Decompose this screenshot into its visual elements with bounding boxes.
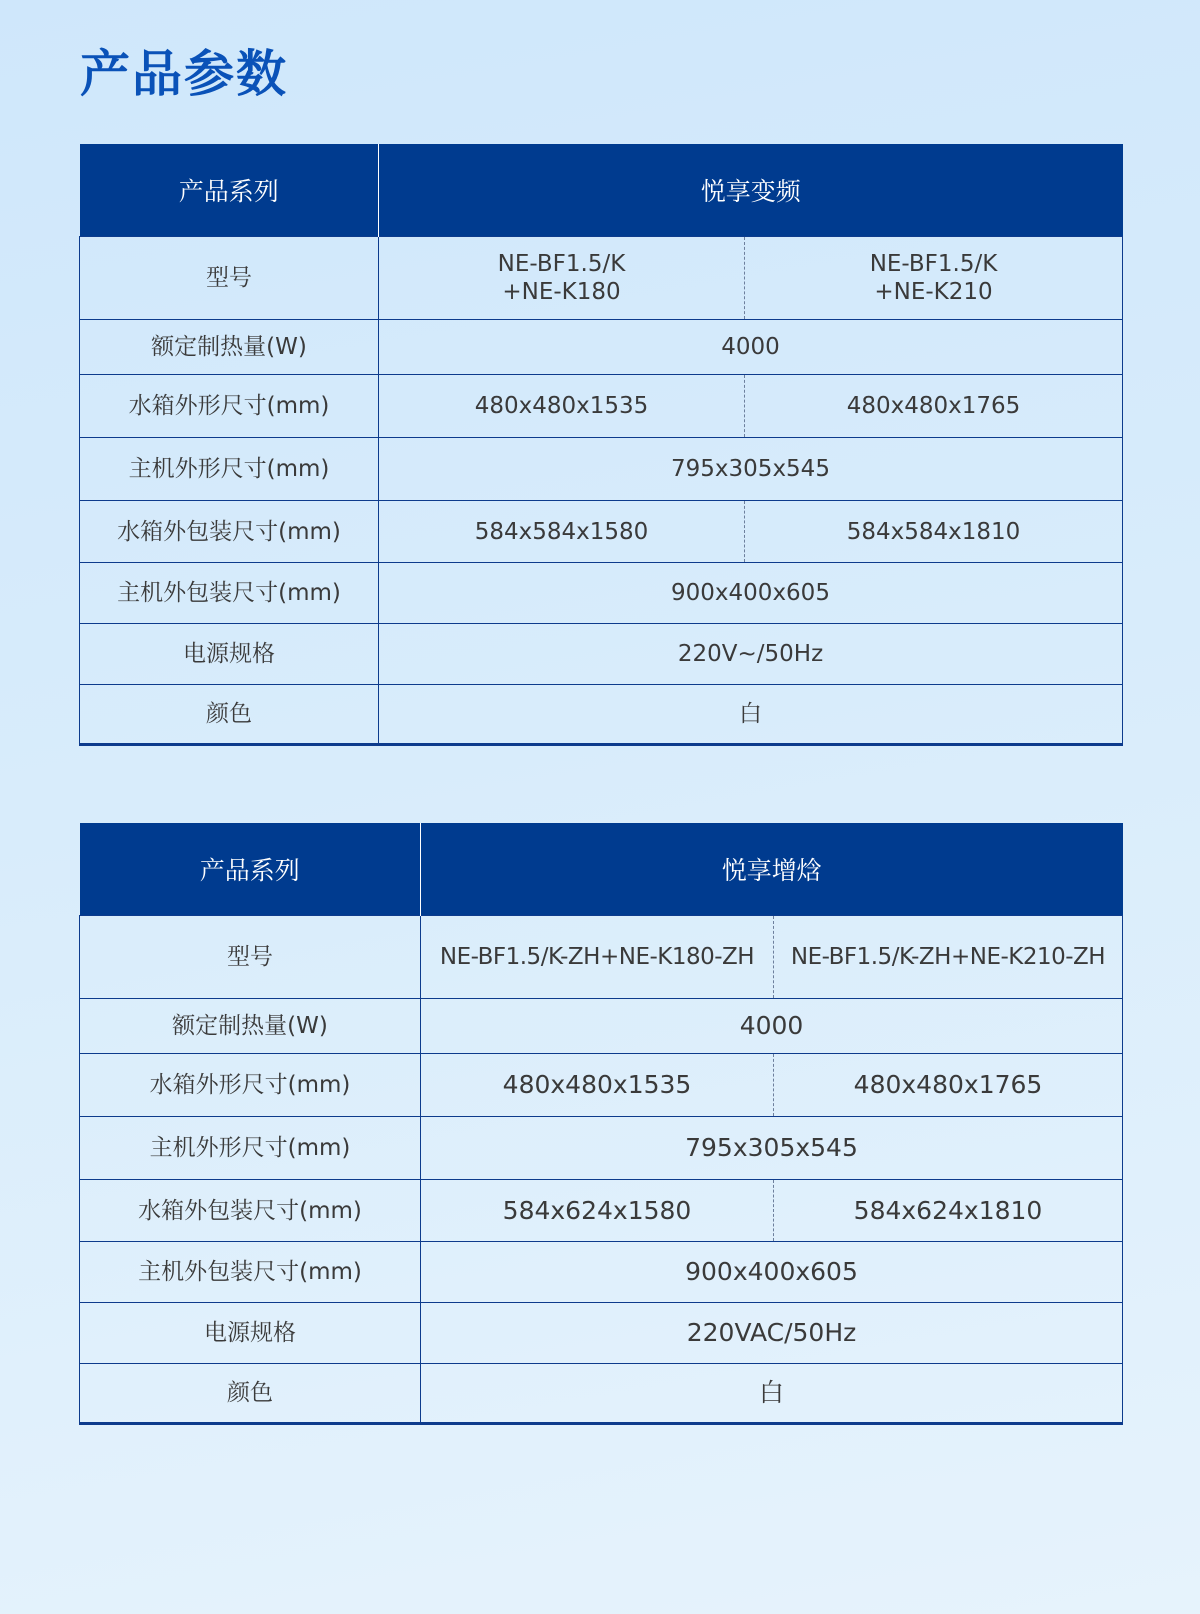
model-b [745,237,1123,320]
power-value: 220V~/50Hz [379,624,1123,685]
table-row-heat [80,999,1123,1054]
table-row-color [80,685,1123,745]
host-pack-value: 900x400x605 [379,563,1123,624]
model-a-line2: +NE-K180 [502,279,621,305]
tank-pack-b: 584x624x1810 [774,1180,1123,1242]
tank-size-b: 480x480x1765 [774,1054,1123,1117]
table-row-model [80,237,1123,320]
table-row-heat [80,320,1123,375]
row-label-host-pack: 主机外包装尺寸(mm) [80,563,379,624]
tank-pack-a: 584x584x1580 [379,501,745,563]
table-row-host-pack [80,563,1123,624]
row-label-host-size: 主机外形尺寸(mm) [80,1117,421,1180]
tank-size-b: 480x480x1765 [745,375,1123,438]
series-label: 产品系列 [80,823,421,916]
series-name: 悦享增焓 [421,823,1123,916]
spec-table-enhanced [79,823,1123,1425]
host-pack-value: 900x400x605 [421,1242,1123,1303]
power-value: 220VAC/50Hz [421,1303,1123,1364]
table-header-row [80,144,1123,237]
row-label-power: 电源规格 [80,1303,421,1364]
heat-value: 4000 [379,320,1123,375]
table-row-host-size [80,1117,1123,1180]
row-label-tank-pack: 水箱外包装尺寸(mm) [80,1180,421,1242]
row-label-host-pack: 主机外包装尺寸(mm) [80,1242,421,1303]
tank-pack-b: 584x584x1810 [745,501,1123,563]
row-label-host-size: 主机外形尺寸(mm) [80,438,379,501]
model-a: NE-BF1.5/K-ZH+NE-K180-ZH [421,916,774,999]
table-row-tank-size [80,1054,1123,1117]
row-label-color: 颜色 [80,1364,421,1424]
table-header-row [80,823,1123,916]
host-size-value: 795x305x545 [379,438,1123,501]
row-label-power: 电源规格 [80,624,379,685]
spec-table-inverter [79,144,1123,746]
model-a-line1: NE-BF1.5/K [497,251,626,277]
model-a [379,237,745,320]
table-row-color [80,1364,1123,1424]
row-label-heat: 额定制热量(W) [80,320,379,375]
series-name: 悦享变频 [379,144,1123,237]
model-b-line1: NE-BF1.5/K [869,251,998,277]
color-value: 白 [379,685,1123,745]
tank-pack-a: 584x624x1580 [421,1180,774,1242]
row-label-tank-pack: 水箱外包装尺寸(mm) [80,501,379,563]
row-label-model: 型号 [80,237,379,320]
table-row-power [80,1303,1123,1364]
table-row-host-size [80,438,1123,501]
table-row-tank-pack [80,501,1123,563]
model-b: NE-BF1.5/K-ZH+NE-K210-ZH [774,916,1123,999]
heat-value: 4000 [421,999,1123,1054]
tank-size-a: 480x480x1535 [379,375,745,438]
table-row-tank-pack [80,1180,1123,1242]
table-row-model [80,916,1123,999]
row-label-model: 型号 [80,916,421,999]
table-row-power [80,624,1123,685]
row-label-tank-size: 水箱外形尺寸(mm) [80,1054,421,1117]
row-label-tank-size: 水箱外形尺寸(mm) [80,375,379,438]
table-row-host-pack [80,1242,1123,1303]
page-title: 产品参数 [80,45,288,103]
series-label: 产品系列 [80,144,379,237]
host-size-value: 795x305x545 [421,1117,1123,1180]
tank-size-a: 480x480x1535 [421,1054,774,1117]
table-row-tank-size [80,375,1123,438]
row-label-color: 颜色 [80,685,379,745]
color-value: 白 [421,1364,1123,1424]
row-label-heat: 额定制热量(W) [80,999,421,1054]
model-b-line2: +NE-K210 [874,279,993,305]
